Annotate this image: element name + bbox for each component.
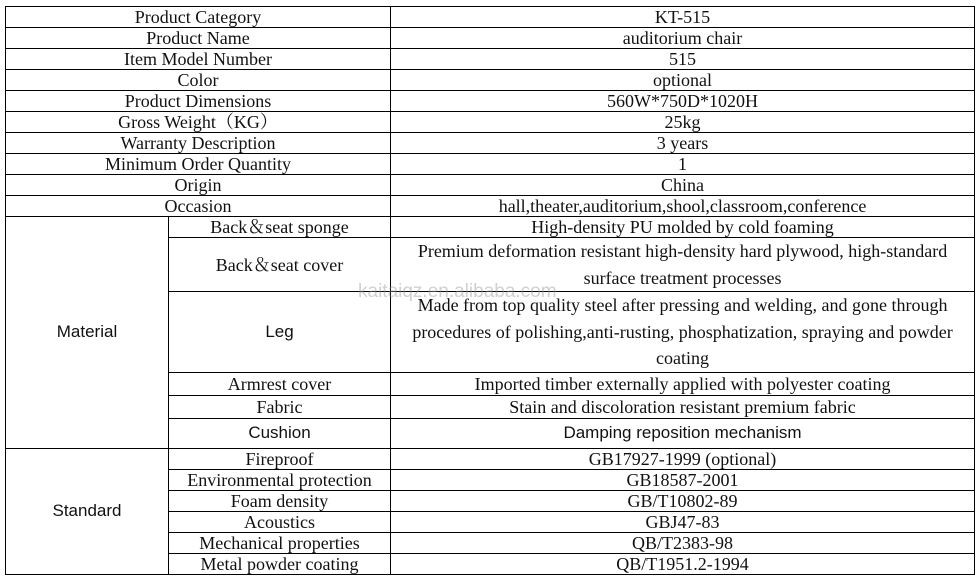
label-origin: Origin [6,175,391,196]
value-back-seat-sponge: High-density PU molded by cold foaming [391,217,975,238]
label-back-seat-cover: Back＆seat cover [169,238,391,292]
group-label-standard: Standard [6,448,169,574]
value-environmental-protection: GB18587-2001 [391,469,975,490]
label-back-seat-sponge: Back＆seat sponge [169,217,391,238]
label-item-model-number: Item Model Number [6,49,391,70]
row-product-dimensions [6,91,975,112]
row-product-category [6,7,975,28]
value-product-dimensions: 560W*750D*1020H [391,91,975,112]
watermark-text: kaitaiqz.en.alibaba.com [358,281,557,302]
label-product-dimensions: Product Dimensions [6,91,391,112]
value-color: optional [391,70,975,91]
label-product-name: Product Name [6,28,391,49]
value-cushion: Damping reposition mechanism [391,418,975,448]
label-metal-powder-coating: Metal powder coating [169,553,391,574]
value-foam-density: GB/T10802-89 [391,490,975,511]
value-fireproof: GB17927-1999 (optional) [391,448,975,469]
label-fireproof: Fireproof [169,448,391,469]
label-mechanical-properties: Mechanical properties [169,532,391,553]
value-minimum-order-quantity: 1 [391,154,975,175]
row-back-seat-sponge [6,217,975,238]
value-fabric: Stain and discoloration resistant premium fabric [391,395,975,418]
group-label-material: Material [6,217,169,449]
row-origin [6,175,975,196]
value-product-name: auditorium chair [391,28,975,49]
label-cushion: Cushion [169,418,391,448]
value-leg: Made from top quality steel after pressing and welding, and gone through procedures of polishing,anti-rusting, phosphatization, spraying and powder coating [391,292,975,373]
row-fireproof [6,448,975,469]
row-minimum-order-quantity [6,154,975,175]
label-minimum-order-quantity: Minimum Order Quantity [6,154,391,175]
label-color: Color [6,70,391,91]
label-leg: Leg [169,292,391,373]
label-warranty-description: Warranty Description [6,133,391,154]
label-foam-density: Foam density [169,490,391,511]
value-armrest-cover: Imported timber externally applied with polyester coating [391,372,975,395]
value-occasion: hall,theater,auditorium,shool,classroom,conference [391,196,975,217]
label-environmental-protection: Environmental protection [169,469,391,490]
row-item-model-number [6,49,975,70]
value-back-seat-cover: Premium deformation resistant high-density hard plywood, high-standard surface treatment processes [391,238,975,292]
value-acoustics: GBJ47-83 [391,511,975,532]
value-metal-powder-coating: QB/T1951.2-1994 [391,553,975,574]
value-warranty-description: 3 years [391,133,975,154]
row-gross-weight [6,112,975,133]
row-color [6,70,975,91]
value-item-model-number: 515 [391,49,975,70]
row-occasion [6,196,975,217]
row-product-name [6,28,975,49]
value-gross-weight: 25kg [391,112,975,133]
label-fabric: Fabric [169,395,391,418]
label-occasion: Occasion [6,196,391,217]
label-acoustics: Acoustics [169,511,391,532]
spec-table [5,6,975,575]
value-mechanical-properties: QB/T2383-98 [391,532,975,553]
label-armrest-cover: Armrest cover [169,372,391,395]
value-origin: China [391,175,975,196]
label-gross-weight: Gross Weight（KG） [6,112,391,133]
row-warranty-description [6,133,975,154]
label-product-category: Product Category [6,7,391,28]
value-product-category: KT-515 [391,7,975,28]
